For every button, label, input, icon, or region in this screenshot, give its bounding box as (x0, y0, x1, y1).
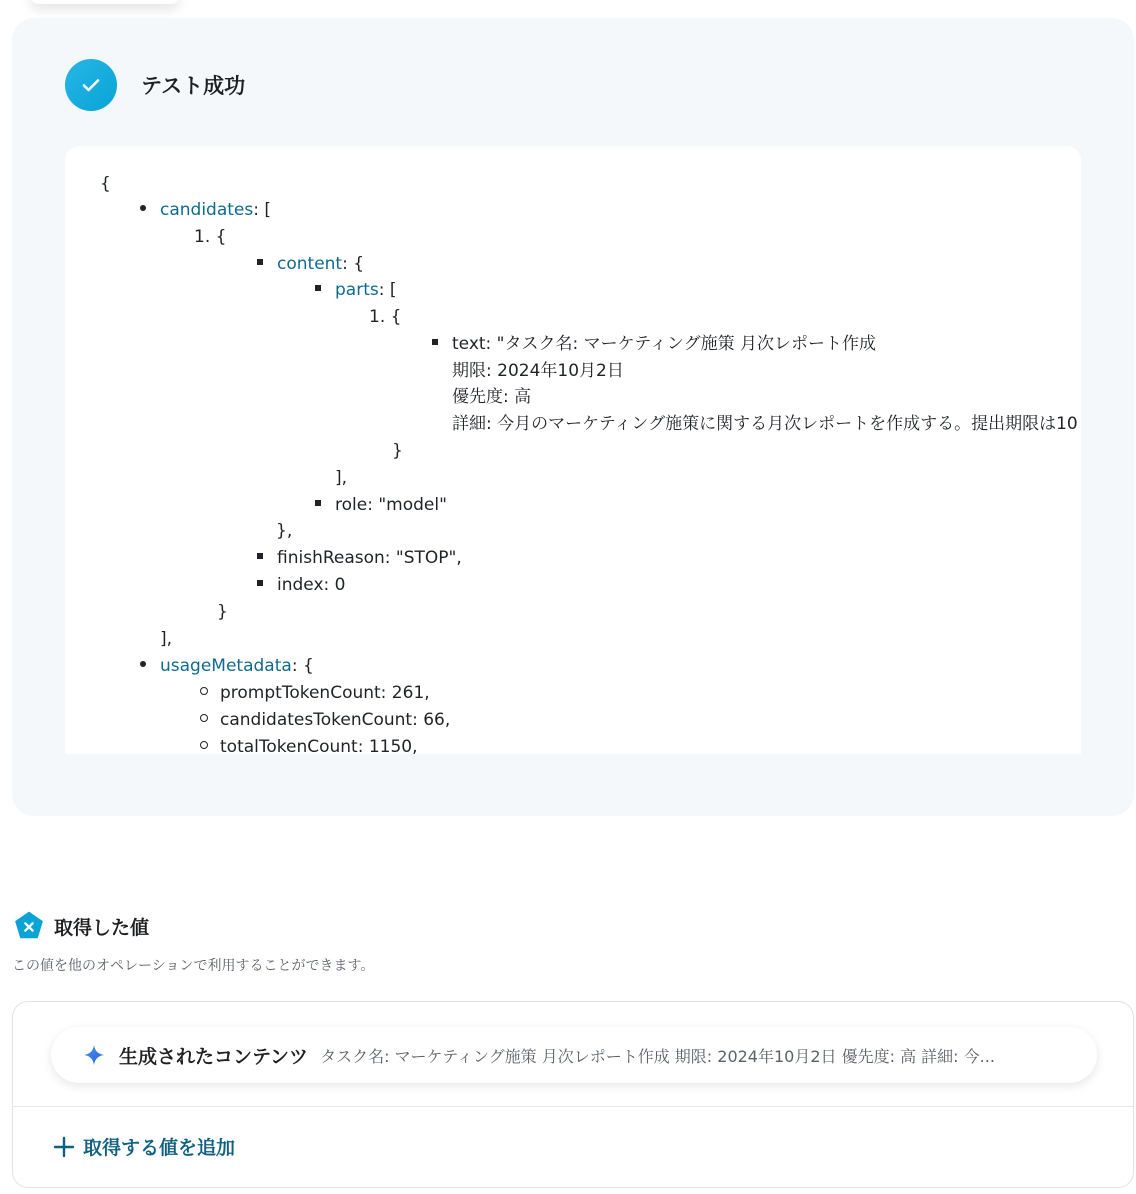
value-item-name: 生成されたコンテンツ (119, 1045, 309, 1068)
json-key-parts: parts (335, 280, 379, 300)
obtained-values-card (12, 1001, 1134, 1188)
divider (13, 1106, 1133, 1107)
obtained-values-title: 取得した値 (54, 916, 150, 939)
json-line: finishReason: "STOP", (257, 547, 462, 569)
test-result-panel (12, 18, 1134, 816)
json-line: role: "model" (315, 494, 447, 516)
json-key-usage-metadata: usageMetadata (160, 656, 292, 676)
json-key-content: content (277, 254, 343, 274)
json-line: 1. { (194, 227, 227, 247)
json-line: 優先度: 高 (452, 387, 532, 407)
json-line: totalTokenCount: 1150, (200, 736, 418, 754)
check-circle-icon (65, 59, 117, 111)
json-key-candidates: candidates (160, 200, 254, 220)
json-line: candidates: [ (140, 199, 271, 221)
json-line: } (217, 602, 228, 622)
json-line: usageMetadata: { (140, 655, 314, 677)
json-line: promptTokenCount: 261, (200, 682, 430, 704)
json-line: { (100, 174, 111, 194)
json-line: index: 0 (257, 574, 345, 596)
plus-icon (53, 1136, 75, 1158)
json-line: parts: [ (315, 279, 397, 301)
json-line: candidatesTokenCount: 66, (200, 709, 450, 731)
value-item-preview: タスク名: マーケティング施策 月次レポート作成 期限: 2024年10月2日 優先度: 高 詳細: 今... (320, 1046, 995, 1066)
json-line: 1. { (369, 307, 402, 327)
sparkle-icon (83, 1044, 105, 1066)
json-line: text: "タスク名: マーケティング施策 月次レポート作成 (432, 333, 876, 355)
json-line: content: { (257, 253, 364, 275)
test-success-header (65, 59, 245, 111)
obtained-values-header (14, 911, 149, 941)
previous-card-edge (30, 0, 180, 4)
obtained-values-description: この値を他のオペレーションで利用することができます。 (12, 958, 375, 974)
add-value-label: 取得する値を追加 (83, 1137, 236, 1159)
json-line: } (392, 441, 403, 461)
test-success-title: テスト成功 (141, 74, 246, 98)
json-line: ], (160, 629, 173, 649)
add-value-button[interactable] (53, 1133, 235, 1160)
value-item[interactable] (51, 1027, 1097, 1083)
json-line: 期限: 2024年10月2日 (452, 361, 624, 381)
pentagon-x-icon (14, 911, 44, 941)
json-output-viewer[interactable] (65, 146, 1081, 754)
json-line: 詳細: 今月のマーケティング施策に関する月次レポートを作成する。提出期限は10 (452, 414, 1078, 434)
json-line: ], (335, 468, 348, 488)
json-line: }, (276, 521, 293, 541)
